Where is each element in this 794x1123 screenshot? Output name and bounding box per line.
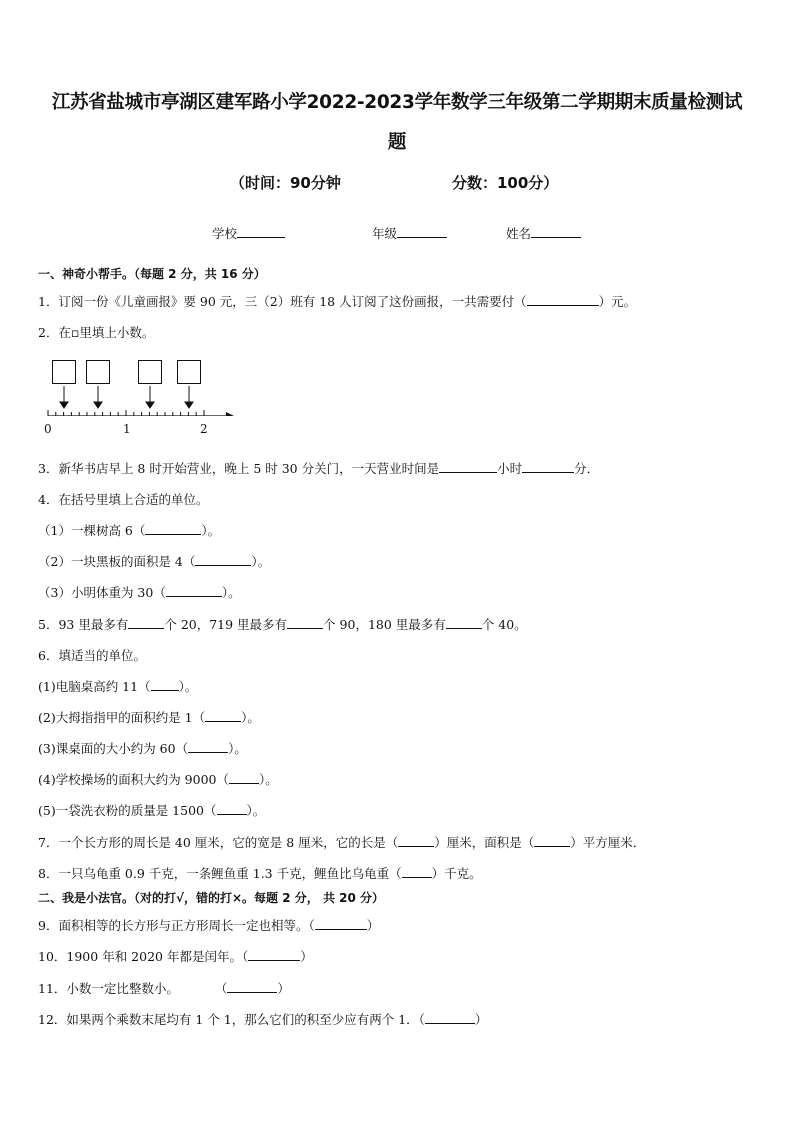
- answer-blank-q1[interactable]: [527, 293, 599, 306]
- answer-blank-q5-3[interactable]: [446, 616, 482, 629]
- name-blank[interactable]: [531, 225, 581, 238]
- answer-blank-q6-5[interactable]: [217, 802, 247, 815]
- school-label: 学校: [212, 226, 238, 241]
- question-5: 5．93 里最多有 个 20，719 里最多有 个 90，180 里最多有 个 40。: [38, 617, 527, 632]
- grade-label: 年级: [372, 226, 398, 241]
- answer-blank-q11[interactable]: [227, 980, 277, 993]
- answer-blank-q6-1[interactable]: [151, 678, 179, 691]
- grade-field[interactable]: [372, 224, 447, 242]
- number-line-label-2: 2: [200, 422, 208, 436]
- answer-blank-q6-4[interactable]: [229, 771, 259, 784]
- exam-score: 分数：100分）: [452, 174, 559, 192]
- answer-blank-q6-3[interactable]: [188, 740, 228, 753]
- number-line-label-0: 0: [44, 422, 52, 436]
- exam-time: （时间：90分钟: [230, 174, 341, 192]
- answer-blank-q7-area[interactable]: [534, 834, 570, 847]
- page-title-line2: 题: [387, 132, 407, 153]
- name-field[interactable]: [506, 224, 581, 242]
- question-6-5: (5)一袋洗衣粉的质量是 1500（ ）。: [38, 803, 266, 818]
- question-4-1: （1）一棵树高 6（ ）。: [38, 523, 221, 538]
- answer-blank-q10[interactable]: [248, 948, 300, 961]
- answer-blank-q9[interactable]: [315, 917, 367, 930]
- school-blank[interactable]: [237, 225, 285, 238]
- answer-blank-q4-3[interactable]: [166, 584, 222, 597]
- answer-blank-q3-minutes[interactable]: [522, 460, 574, 473]
- section1-heading: 一、神奇小帮手。（每题 2 分，共 16 分）: [38, 267, 266, 281]
- question-6-3: (3)课桌面的大小约为 60（ ）。: [38, 741, 247, 756]
- page-title-line1: 江苏省盐城市亭湖区建军路小学2022-2023学年数学三年级第二学期期末质量检测试: [51, 92, 743, 113]
- answer-blank-q5-2[interactable]: [287, 616, 323, 629]
- grade-blank[interactable]: [397, 225, 447, 238]
- school-field[interactable]: [212, 224, 285, 242]
- question-6-4: (4)学校操场的面积大约为 9000（ ）。: [38, 772, 278, 787]
- question-8: 8．一只乌龟重 0.9 千克，一条鲤鱼重 1.3 千克，鲤鱼比乌龟重（ ）千克。: [38, 866, 482, 881]
- number-line-svg: [40, 356, 240, 416]
- section2-heading: 二、我是小法官。（对的打√，错的打×。每题 2 分， 共 20 分）: [38, 891, 384, 905]
- question-10: 10．1900 年和 2020 年都是闰年。（ ）: [38, 949, 313, 964]
- question-4-2: （2）一块黑板的面积是 4（ ）。: [38, 554, 271, 569]
- answer-blank-q4-2[interactable]: [195, 553, 251, 566]
- question-4: 4．在括号里填上合适的单位。: [38, 492, 209, 507]
- question-9: 9．面积相等的长方形与正方形周长一定也相等。（ ）: [38, 918, 380, 933]
- answer-blank-q5-1[interactable]: [128, 616, 164, 629]
- name-label: 姓名: [506, 226, 532, 241]
- question-12: 12．如果两个乘数末尾均有 1 个 1，那么它们的积至少应有两个 1．（ ）: [38, 1012, 488, 1027]
- question-6-1: (1)电脑桌高约 11（ ）。: [38, 679, 198, 694]
- question-4-3: （3）小明体重为 30（ ）。: [38, 585, 241, 600]
- question-7: 7．一个长方形的周长是 40 厘米，它的宽是 8 厘米，它的长是（ ）厘米，面积是（ ）平方厘米．: [38, 835, 646, 850]
- question-6-2: (2)大拇指指甲的面积约是 1（ ）。: [38, 710, 260, 725]
- question-1: 1．订阅一份《儿童画报》要 90 元，三（2）班有 18 人订阅了这份画报，一共需要付（ ）元。: [38, 294, 637, 309]
- question-3: 3．新华书店早上 8 时开始营业，晚上 5 时 30 分关门，一天营业时间是 小时 分．: [38, 461, 600, 476]
- answer-blank-q12[interactable]: [425, 1011, 475, 1024]
- question-11: 11．小数一定比整数小。 （ ）: [38, 981, 290, 996]
- answer-blank-q3-hours[interactable]: [439, 460, 497, 473]
- question-2: 2．在▫里填上小数。: [38, 325, 155, 340]
- answer-blank-q8[interactable]: [402, 865, 432, 878]
- question-6: 6．填适当的单位。: [38, 648, 146, 663]
- answer-blank-q6-2[interactable]: [205, 709, 241, 722]
- answer-blank-q4-1[interactable]: [145, 522, 201, 535]
- number-line-label-1: 1: [123, 422, 131, 436]
- answer-blank-q7-length[interactable]: [398, 834, 434, 847]
